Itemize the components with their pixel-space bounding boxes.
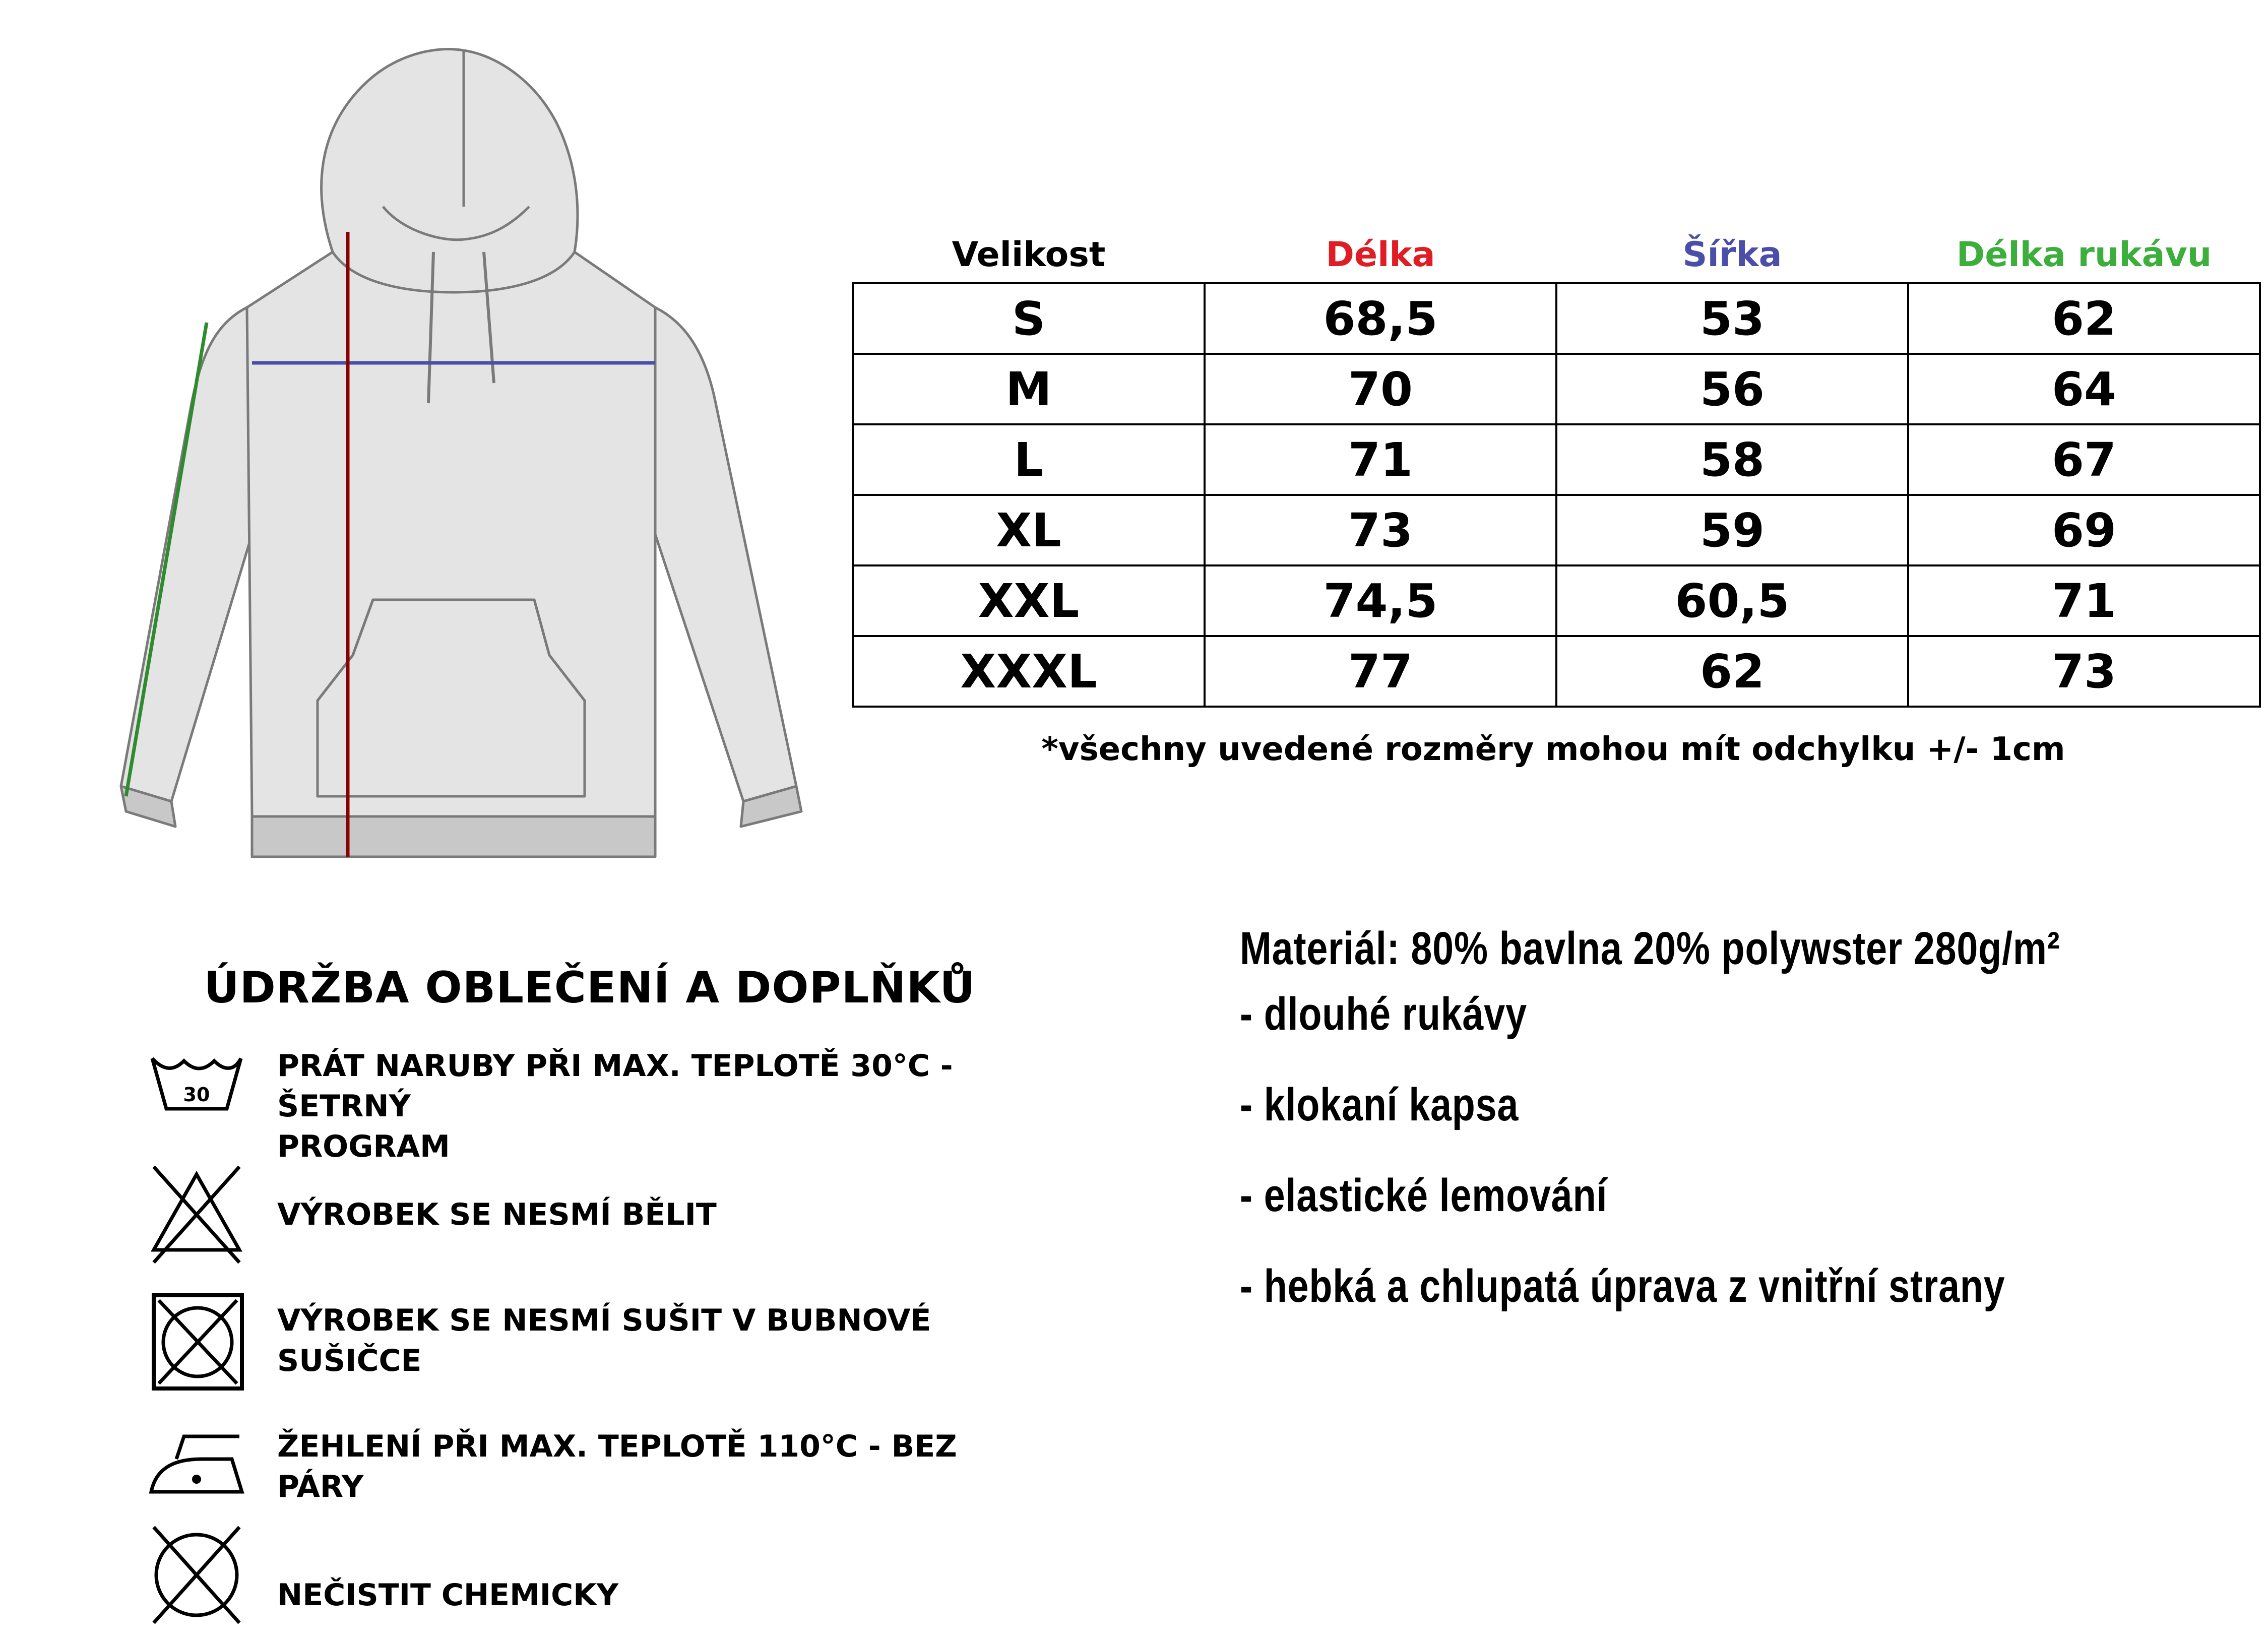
care-title: ÚDRŽBA OBLEČENÍ A DOPLŇKŮ — [204, 963, 976, 1013]
cell-length: 70 — [1205, 354, 1556, 424]
cell-length: 73 — [1205, 495, 1556, 565]
size-chart-header-row — [853, 227, 2260, 283]
hood — [322, 49, 578, 292]
cell-length: 77 — [1205, 636, 1556, 707]
header-length: Délka — [1326, 234, 1435, 275]
size-chart — [852, 227, 2261, 708]
cell-size: XL — [853, 495, 1205, 565]
iron-low-icon — [146, 1416, 247, 1527]
table-row — [853, 495, 2260, 565]
table-row — [853, 565, 2260, 636]
cell-width: 53 — [1556, 283, 1908, 354]
feature-item: - dlouhé rukávy — [1240, 988, 1527, 1040]
table-row — [853, 283, 2260, 354]
wash-30-icon — [146, 1038, 247, 1149]
no-bleach-icon — [146, 1159, 247, 1270]
cell-size: XXL — [853, 565, 1205, 636]
care-item-iron — [146, 1416, 1043, 1527]
care-text-line1: NEČISTIT CHEMICKY — [277, 1577, 619, 1613]
cell-length: 74,5 — [1205, 565, 1556, 636]
care-text-line2: PÁRY — [277, 1469, 364, 1504]
header-sleeve: Délka rukávu — [1956, 234, 2212, 275]
cell-sleeve: 71 — [1908, 565, 2260, 636]
no-dry-clean-icon — [146, 1520, 247, 1630]
cell-size: L — [853, 424, 1205, 495]
cell-size: S — [853, 283, 1205, 354]
cell-length: 71 — [1205, 424, 1556, 495]
care-text-line1: VÝROBEK SE NESMÍ BĚLIT — [277, 1197, 717, 1232]
cell-width: 62 — [1556, 636, 1908, 707]
care-item-wash — [146, 1038, 1043, 1164]
care-text-line1: PRÁT NARUBY PŘI MAX. TEPLOTĚ 30°C - ŠETRNÝ — [277, 1048, 953, 1124]
header-size: Velikost — [952, 234, 1106, 275]
header-width: Šířka — [1682, 234, 1782, 275]
cell-sleeve: 69 — [1908, 495, 2260, 565]
cell-width: 60,5 — [1556, 565, 1908, 636]
care-item-dryclean — [146, 1520, 1043, 1630]
wash-temp-label: 30 — [183, 1084, 210, 1106]
feature-item: - hebká a chlupatá úprava z vnitřní strany — [1240, 1260, 2005, 1312]
care-text-line1: ŽEHLENÍ PŘI MAX. TEPLOTĚ 110°C - BEZ — [277, 1429, 957, 1464]
cell-length: 68,5 — [1205, 283, 1556, 354]
care-item-bleach — [146, 1159, 1043, 1270]
feature-item: - elastické lemování — [1240, 1170, 1608, 1221]
care-text-line1: VÝROBEK SE NESMÍ SUŠIT V BUBNOVÉ — [277, 1303, 931, 1338]
care-text-line2: SUŠIČCE — [277, 1343, 422, 1378]
care-item-tumble — [146, 1288, 1043, 1399]
right-sleeve — [655, 307, 796, 801]
cell-sleeve: 73 — [1908, 636, 2260, 707]
cell-width: 56 — [1556, 354, 1908, 424]
left-sleeve — [121, 307, 252, 801]
table-row — [853, 354, 2260, 424]
care-text-line2: PROGRAM — [277, 1129, 450, 1164]
cell-size: XXXL — [853, 636, 1205, 707]
size-footnote: *všechny uvedené rozměry mohou mít odchylku +/- 1cm — [1041, 731, 2065, 768]
cell-sleeve: 62 — [1908, 283, 2260, 354]
material-heading: Materiál: 80% bavlna 20% polywster 280g/m² — [1240, 923, 2060, 974]
hoodie-illustration — [101, 40, 816, 872]
no-tumble-dry-icon — [146, 1288, 247, 1399]
cell-sleeve: 67 — [1908, 424, 2260, 495]
feature-item: - klokaní kapsa — [1240, 1079, 1519, 1130]
table-row — [853, 636, 2260, 707]
cell-width: 58 — [1556, 424, 1908, 495]
cell-width: 59 — [1556, 495, 1908, 565]
cell-size: M — [853, 354, 1205, 424]
cell-sleeve: 64 — [1908, 354, 2260, 424]
table-row — [853, 424, 2260, 495]
